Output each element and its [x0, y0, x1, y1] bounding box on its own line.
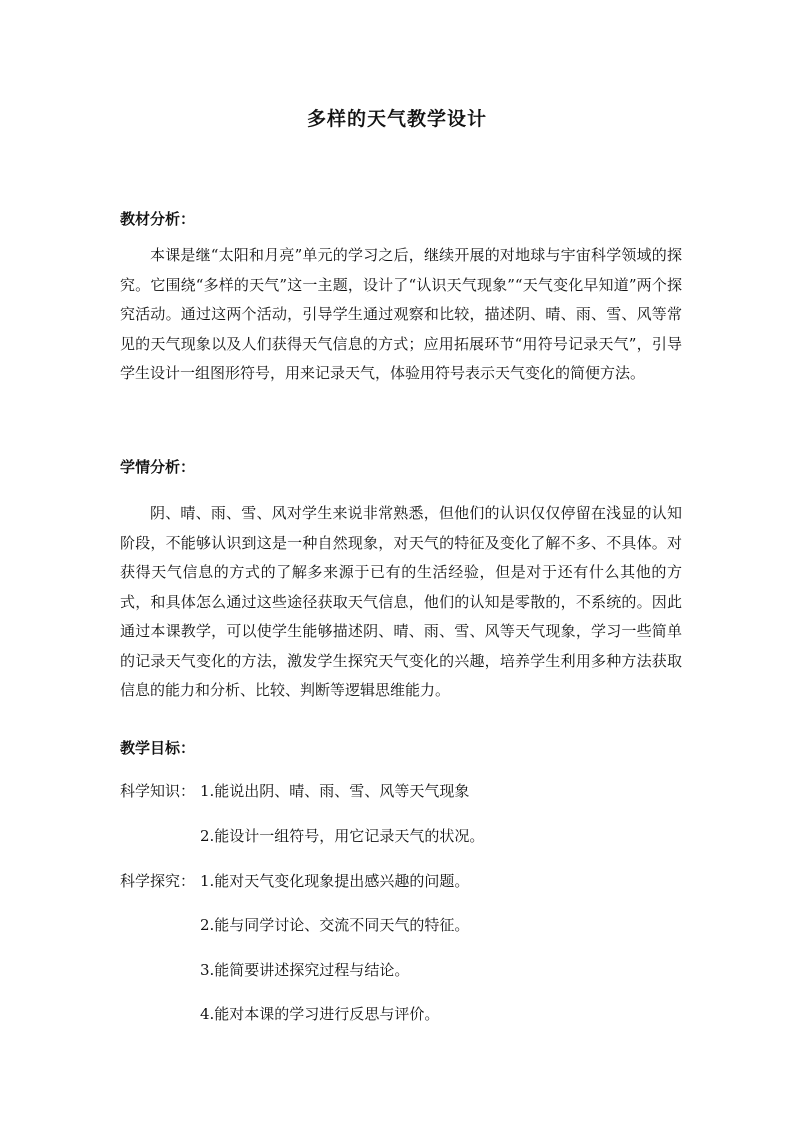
objective-label-inquiry: 科学探究： [120, 872, 196, 890]
material-analysis-paragraph: 本课是继“太阳和月亮”单元的学习之后，继续开展的对地球与宇宙科学领域的探究。它围绕“多样的天气”这一主题，设计了“认识天气现象”“天气变化早知道”两个探究活动。通过这两个活动，引导学生通过观察和比较，描述阴、晴、雨、雪、风等常见的天气现象以及人们获得天气信息的方式；应用拓展环节“用符号记录天气”，引导学生设计一组图形符号，用来记录天气，体验用符号表示天气变化的简便方法。 [120, 246, 682, 382]
document-title: 多样的天气教学设计 [306, 108, 487, 130]
section-heading-objectives: 教学目标： [120, 739, 196, 757]
objective-label-knowledge: 科学知识： [120, 782, 196, 800]
objective-row-knowledge [120, 780, 469, 801]
objective-item: 2.能设计一组符号，用它记录天气的状况。 [200, 827, 485, 845]
objective-item: 1.能对天气变化现象提出感兴趣的问题。 [200, 872, 470, 890]
section-heading-material: 教材分析： [120, 210, 196, 228]
student-analysis-paragraph: 阴、晴、雨、雪、风对学生来说非常熟悉，但他们的认识仅仅停留在浅显的认知阶段，不能够认识到这是一种自然现象，对天气的特征及变化了解不多、不具体。对获得天气信息的方式的了解多来源于已有的生活经验，但是对于还有什么其他的方式，和具体怎么通过这些途径获取天气信息，他们的认知是零散的，不系统的。因此通过本课教学，可以使学生能够描述阴、晴、雨、雪、风等天气现象，学习一些简单的记录天气变化的方法，激发学生探究天气变化的兴趣，培养学生利用多种方法获取信息的能力和分析、比较、判断等逻辑思维能力。 [120, 504, 682, 699]
objective-item: 3.能简要讲述探究过程与结论。 [200, 961, 410, 979]
objective-item: 4.能对本课的学习进行反思与评价。 [200, 1005, 440, 1023]
objective-item: 1.能说出阴、晴、雨、雪、风等天气现象 [200, 782, 470, 800]
objective-item: 2.能与同学讨论、交流不同天气的特征。 [200, 916, 470, 934]
section-heading-students: 学情分析： [120, 458, 196, 476]
objective-row-inquiry [120, 870, 469, 891]
